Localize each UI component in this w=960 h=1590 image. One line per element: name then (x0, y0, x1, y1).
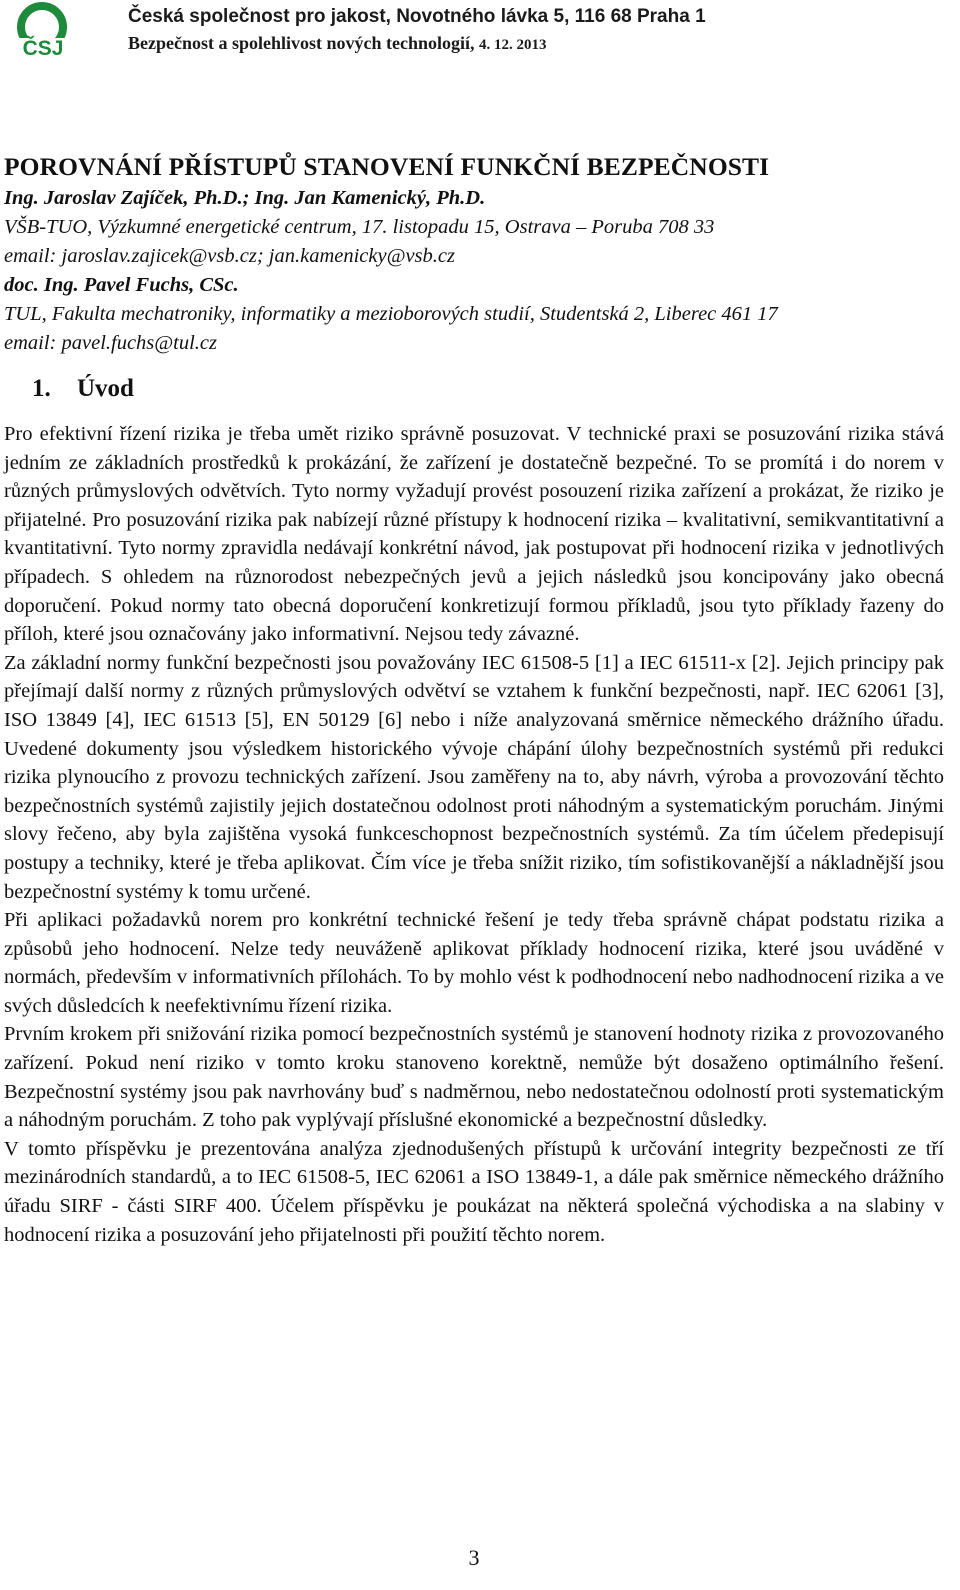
paragraph: V tomto příspěvku je prezentována analýza zjednodušených přístupů k určování integrity bezpečnosti ze tří mezinárodních standardů, a to IEC 61508-5, IEC 62061 a ISO 13849-1, a dále pak směrnice německého drážního úřadu SIRF - části SIRF 400. Účelem příspěvku je poukázat na některá společná východiska a na slabiny v hodnocení rizika a posuzování jeho přijatelnosti při použití těchto norem. (4, 1137, 944, 1246)
section-heading (32, 372, 944, 406)
affiliation-1: VŠB-TUO, Výzkumné energetické centrum, 17. listopadu 15, Ostrava – Poruba 708 33 (4, 216, 715, 238)
authors-group-2: doc. Ing. Pavel Fuchs, CSc. (4, 274, 239, 296)
header-organization: Česká společnost pro jakost, Novotného lávka 5, 116 68 Praha 1 (128, 6, 706, 27)
paragraph: Pro efektivní řízení rizika je třeba umět riziko správně posuzovat. V technické praxi se posuzování rizika stává jedním ze základních prostředků k prokázání, že zařízení je dostatečně bezpečné. To se promítá i do norem v různých průmyslových odvětvích. Tyto normy vyžadují provést posouzení rizika zařízení a prokázat, že riziko je přijatelné. Pro posuzování rizika pak nabízejí různé přístupy k hodnocení rizika – kvalitativní, semikvantitativní a kvantitativní. Tyto normy zpravidla nedávají konkrétní návod, jak postupovat při hodnocení rizika v jednotlivých případech. S ohledem na různorodost nebezpečných jevů a jejich následků jsou koncipovány jako obecná doporučení. Pokud normy tato obecná doporučení konkretizují formou příkladů, jsou tyto příklady řazeny do příloh, které jsou označovány jako informativní. Nejsou tedy závazné. (4, 423, 944, 646)
conference-name: Bezpečnost a spolehlivost nových technologií, (128, 33, 475, 53)
page-number: 3 (468, 1545, 480, 1570)
logo-text: ČSJ (22, 37, 64, 60)
affiliation-2: TUL, Fakulta mechatroniky, informatiky a mezioborových studií, Studentská 2, Liberec 461 17 (4, 303, 778, 325)
header-conference (128, 30, 706, 58)
csj-logo-icon (10, 2, 74, 60)
conference-date: 4. 12. 2013 (479, 37, 547, 53)
article-body (4, 150, 944, 1249)
header-text (128, 4, 706, 58)
authors-group-1: Ing. Jaroslav Zajíček, Ph.D.; Ing. Jan Kamenický, Ph.D. (4, 187, 486, 209)
paragraph: Prvním krokem při snižování rizika pomocí bezpečnostních systémů je stanovení hodnoty rizika z provozovaného zařízení. Pokud není riziko v tomto kroku stanoveno korektně, nemůže být dosaženo optimálního řešení. Bezpečnostní systémy jsou pak navrhovány buď s nadměrnou, nebo nedostatečnou odolností proti systematickým a náhodným poruchám. Z toho pak vyplývají příslušné ekonomické a bezpečnostní důsledky. (4, 1023, 944, 1132)
section-number: 1. (32, 375, 51, 402)
email-2: email: pavel.fuchs@tul.cz (4, 332, 217, 354)
paragraph: Při aplikaci požadavků norem pro konkrétní technické řešení je tedy třeba správně chápat podstatu rizika a způsobů jeho hodnocení. Nelze tedy neuváženě aplikovat příklady hodnocení rizika, které jsou uváděné v normách, především v informativních přílohách. To by mohlo vést k podhodnocení nebo nadhodnocení rizika a ve svých důsledcích k neefektivnímu řízení rizika. (4, 909, 944, 1017)
page-header (0, 0, 960, 62)
section-title: Úvod (77, 375, 134, 402)
csj-logo (10, 2, 74, 60)
paragraph: Za základní normy funkční bezpečnosti jsou považovány IEC 61508-5 [1] a IEC 61511-x [2]. Jejich principy pak přejímají další normy z různých průmyslových odvětví se vztahem k funkční bezpečnosti, např. IEC 62061 [3], ISO 13849 [4], IEC 61513 [5], EN 50129 [6] nebo i níže analyzovaná směrnice německého drážního úřadu. Uvedené dokumenty jsou výsledkem historického vývoje chápání úlohy bezpečnostních systémů při redukci rizika plynoucího z provozu technických zařízení. Jsou zaměřeny na to, aby návrh, výroba a provozování těchto bezpečnostních systémů zajistily jejich dostatečnou odolnost proti náhodným a systematickým poruchám. Jinými slovy řečeno, aby byla zajištěna vysoká funkceschopnost bezpečnostních systémů. Za tím účelem předepisují postupy a techniky, které je třeba aplikovat. Čím více je třeba snížit riziko, tím sofistikovanější a nákladnější jsou bezpečnostní systémy k tomu určené. (4, 651, 944, 903)
email-1: email: jaroslav.zajicek@vsb.cz; jan.kamenicky@vsb.cz (4, 245, 455, 267)
article-title: POROVNÁNÍ PŘÍSTUPŮ STANOVENÍ FUNKČNÍ BEZPEČNOSTI (4, 152, 770, 181)
